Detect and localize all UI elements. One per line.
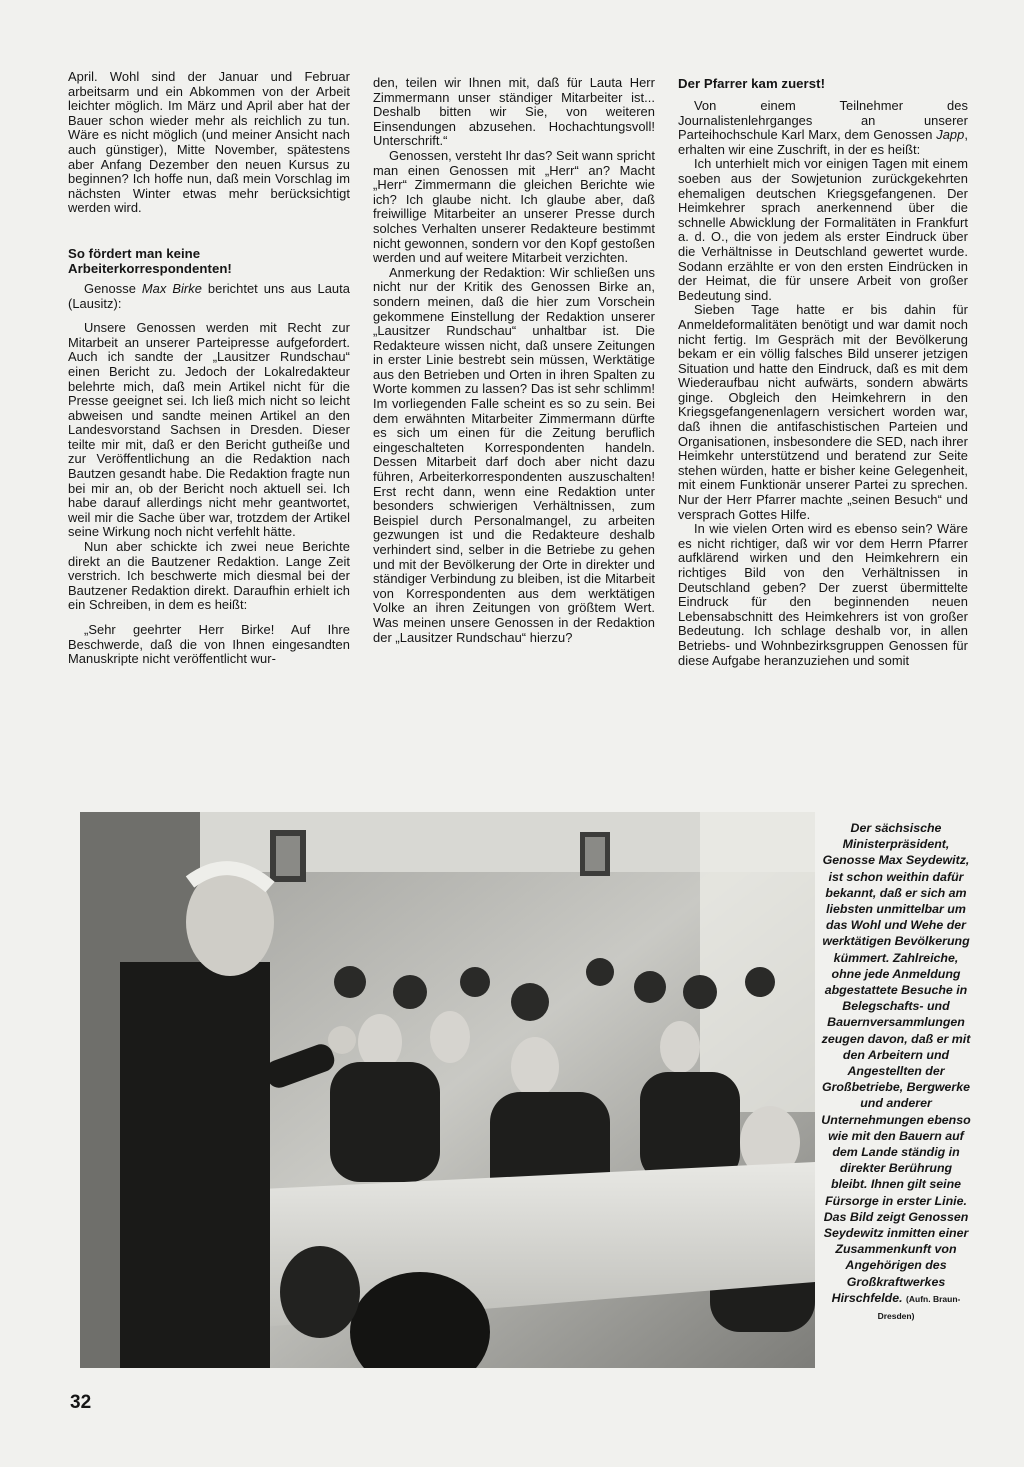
article-heading-korrespondenten: So fördert man keine Arbeiterkorrespondenten! [68,245,232,276]
intro-paragraph: Von einem Teilnehmer des Journalistenlehrganges an unserer Parteihochschule Karl Marx, dem Genossen Japp, erhalten wir eine Zuschrift, in der es heißt: [678,98,968,157]
photo-illustration [80,812,815,1368]
quoted-letter-paragraph: „Sehr geehrter Herr Birke! Auf Ihre Beschwerde, daß die von Ihnen eingesandten Manuskripte nicht veröffentlicht wur- [68,622,350,667]
body-paragraph: Nun aber schickte ich zwei neue Berichte direkt an die Bautzener Redaktion. Lange Zeit verstrich. Ich beschwerte mich diesmal bei der Bautzener Redaktion direkt. Daraufhin erhielt ich ein Schreiben, in dem es heißt: [68,539,350,613]
meeting-photo [80,812,815,1368]
article-column-2 [373,76,655,645]
photo-caption [820,820,972,1324]
continued-paragraph: den, teilen wir Ihnen mit, daß für Lauta Herr Zimmermann unser ständiger Mitarbeiter ist... Deshalb bitten wir Sie, von weiteren Einsendungen abzusehen. Hochachtungsvoll! Unterschrift.“ [373,75,655,149]
caption-text: Der sächsische Ministerpräsident, Genosse Max Seydewitz, ist schon weithin dafür bekannt, daß er sich am liebsten unmittelbar um das Wohl und Wehe der werktätigen Bevölkerung kümmert. Zahlreiche, ohne jede Anmeldung abgestattete Besuche in Belegschafts- und Bauernversammlungen zeugen davon, daß er mit den Arbeitern und Angestellten der Großbetriebe, Bergwerke und anderer Unternehmungen ebenso wie mit den Bauern auf dem Lande ständig in direkter Berührung bleibt. Ihnen gilt seine Fürsorge in erster Linie. Das Bild zeigt Genossen Seydewitz inmitten einer Zusammenkunft von Angehörigen des Großkraftwerkes Hirschfelde. [821,821,971,1305]
body-paragraph: In wie vielen Orten wird es ebenso sein? Wäre es nicht richtiger, daß wir vor dem Herrn Pfarrer aufklärend wirken und den Heimkehrern ein richtiges Bild von den Verhältnissen in Deutschland geben? Der zuerst übermittelte Eindruck für den beginnenden neuen Lebensabschnitt des Heimkehrers ist von großer Bedeutung. Ich schlage deshalb vor, in allen Betriebs- und Wohnbezirksgruppen Genossen für diese Aufgabe heranzuziehen und somit [678,521,968,668]
page-number: 32 [70,1392,92,1413]
author-name: Japp [936,127,965,143]
body-paragraph: Unsere Genossen werden mit Recht zur Mitarbeit an unserer Parteipresse aufgefordert. Auch ich sandte der „Lausitzer Rundschau“ einen Bericht zu. Jedoch der Lokalredakteur belehrte mich, daß mein Artikel nicht für die Presse geeignet sei. Ich ließ mich nicht so leicht abweisen und sandte meinen Artikel an den Landesvorstand Sachsen in Dresden. Dieser teilte mir mit, daß er den Bericht gutheiße und zur Veröffentlichung an die Redaktion nach Bautzen gesandt habe. Die Redaktion fragte nun bei mir an, ob der Bericht noch aktuell sei. Ich habe darauf allerdings nicht mehr geantwortet, weil mir die Sache über war, trotzdem der Artikel seine Wirkung noch nicht verfehlt hätte. [68,320,350,540]
body-paragraph: Sieben Tage hatte er bis dahin für Anmeldeformalitäten benötigt und war damit noch nicht fertig. Im Gespräch mit der Bevölkerung bekam er ein völlig falsches Bild unserer jetzigen Situation und hatte den Eindruck, daß es mit dem Wiederaufbau nicht aufwärts, sondern abwärts ginge. Obgleich den Heimkehrern in den Kriegsgefangenenlagern versichert worden war, daß ihnen die antifaschistischen Parteien und Organisationen, insbesondere die SED, nach ihrer Heimkehr unterstützend und beratend zur Seite stehen würden, hatte er bisher keine Gelegenheit, mit einem Funktionär unserer Partei zu sprechen. Nur der Herr Pfarrer machte „seinen Besuch“ und versprach Gottes Hilfe. [678,302,968,522]
article-heading-pfarrer: Der Pfarrer kam zuerst! [678,76,826,91]
continued-paragraph: April. Wohl sind der Januar und Februar arbeitsarm und ein Abkommen von der Arbeit leichter möglich. Im März und April aber hat der Bauer schon wieder mehr als reichlich zu tun. Wäre es nicht möglich (und meiner Ansicht nach auch günstiger), Mitte November, spätestens aber Anfang Dezember den neuen Kursus zu beginnen? Ich hoffe nun, daß mein Vorschlag im nächsten Winter etwas mehr berücksichtigt werden wird. [68,69,350,216]
editorial-note-paragraph: Anmerkung der Redaktion: Wir schließen uns nicht nur der Kritik des Genossen Birke an, sondern meinen, daß die hier zum Vorschein gekommene Einstellung der Redaktion unserer „Lausitzer Rundschau“ unhaltbar ist. Die Redakteure wissen nicht, daß unsere Zeitungen in erster Linie bestrebt sein müssen, Werktätige aus den Betrieben und Orten in ihren Spalten zu Worte kommen zu lassen? Das ist sehr schlimm! Im vorliegenden Falle scheint es so zu sein. Bei dem erwähnten Mitarbeiter Zimmermann dürfte es sich um einen für die Zeitung beruflich eingeschalteten Korrespondenten handeln. Dessen Mitarbeit darf doch aber nicht dazu führen, Arbeiterkorrespondenten auszuschalten! Erst recht dann, wenn eine Redaktion unter besonders schwierigen Verhältnissen, zum Beispiel durch Personalmangel, zu arbeiten gezwungen ist und die Redakteure deshalb verhindert sind, selber in die Betriebe zu gehen und mit der Bevölkerung der Orte in direkter und ständiger Verbindung zu bleiben, ist die Mitarbeit von Korrespondenten aus dem werktätigen Volke an ihren Zeitungen von größtem Wert. Was meinen unsere Genossen in der Redaktion der „Lausitzer Rundschau“ hierzu? [373,264,655,645]
body-paragraph: Ich unterhielt mich vor einigen Tagen mit einem soeben aus der Sowjetunion zurückgekehrten ehemaligen deutschen Kriegsgefangenen. Der Heimkehrer sprach anerkennend über die schnelle Abwicklung der Formalitäten in Frankfurt a. d. O., die von jedem als erster Eindruck über die Verhältnisse in Deutschland gewertet wurde. Sodann erzählte er von den ersten Eindrücken in der Heimat, die für unsere Arbeit von großer Bedeutung sind. [678,156,968,303]
article-column-3 [678,76,968,668]
body-paragraph: Genossen, versteht Ihr das? Seit wann spricht man einen Genossen mit „Herr“ an? Macht „Herr“ Zimmermann die gleichen Berichte wie ich? Ich glaube nicht. Ich glaube aber, daß freiwillige Mitarbeiter an unserer Presse durch solches Verhalten unserer Redakteure bestimmt nicht gewonnen, sondern vor den Kopf gestoßen werden und auf weitere Mitarbeit verzichten. [373,147,655,266]
photo-credit: (Aufn. Braun-Dresden) [877,1293,961,1322]
byline-paragraph: Genosse Max Birke berichtet uns aus Lauta (Lausitz): [68,280,351,311]
author-name: Max Birke [141,280,202,296]
article-column-1 [68,70,350,667]
